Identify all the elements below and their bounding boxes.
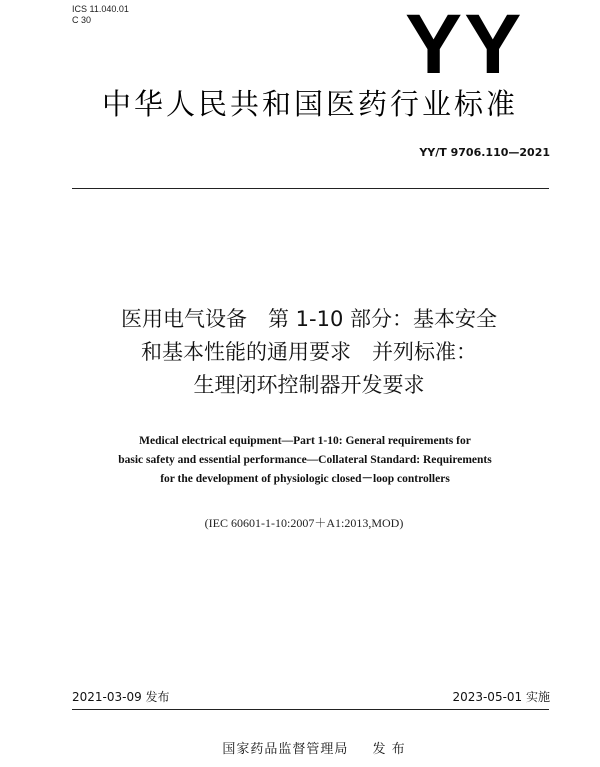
issuer-action: 发 布	[372, 742, 406, 757]
ics-code: ICS 11.040.01	[72, 4, 129, 14]
publish-date: 2021-03-09 发布	[72, 690, 170, 704]
classification-codes	[72, 4, 129, 26]
english-title-line: Medical electrical equipment—Part 1-10: General requirements for	[139, 435, 471, 447]
chinese-title-line: 医用电气设备 第 1-10 部分：基本安全	[120, 307, 497, 331]
english-title-line: for the development of physiologic closed－loop controllers	[160, 473, 450, 485]
implement-date: 2023-05-01 实施	[452, 690, 550, 704]
english-title	[0, 432, 600, 489]
header-divider	[72, 188, 549, 189]
ccs-code: C 30	[72, 15, 92, 25]
chinese-title-line: 生理闭环控制器开发要求	[193, 373, 425, 397]
english-title-line: basic safety and essential performance—Collateral Standard: Requirements	[118, 454, 492, 466]
issuing-authority	[0, 738, 600, 757]
yy-logo: YY	[405, 0, 524, 91]
issuer-name: 国家药品监督管理局	[222, 742, 349, 757]
chinese-title	[0, 303, 600, 402]
adoption-reference: (IEC 60601-1-10:2007＋A1:2013,MOD)	[204, 516, 404, 530]
standard-type-title: 中华人民共和国医药行业标准	[101, 87, 518, 121]
footer-divider	[72, 709, 549, 710]
standard-code: YY/T 9706.110—2021	[419, 146, 550, 159]
chinese-title-line: 和基本性能的通用要求 并列标准：	[141, 340, 477, 364]
